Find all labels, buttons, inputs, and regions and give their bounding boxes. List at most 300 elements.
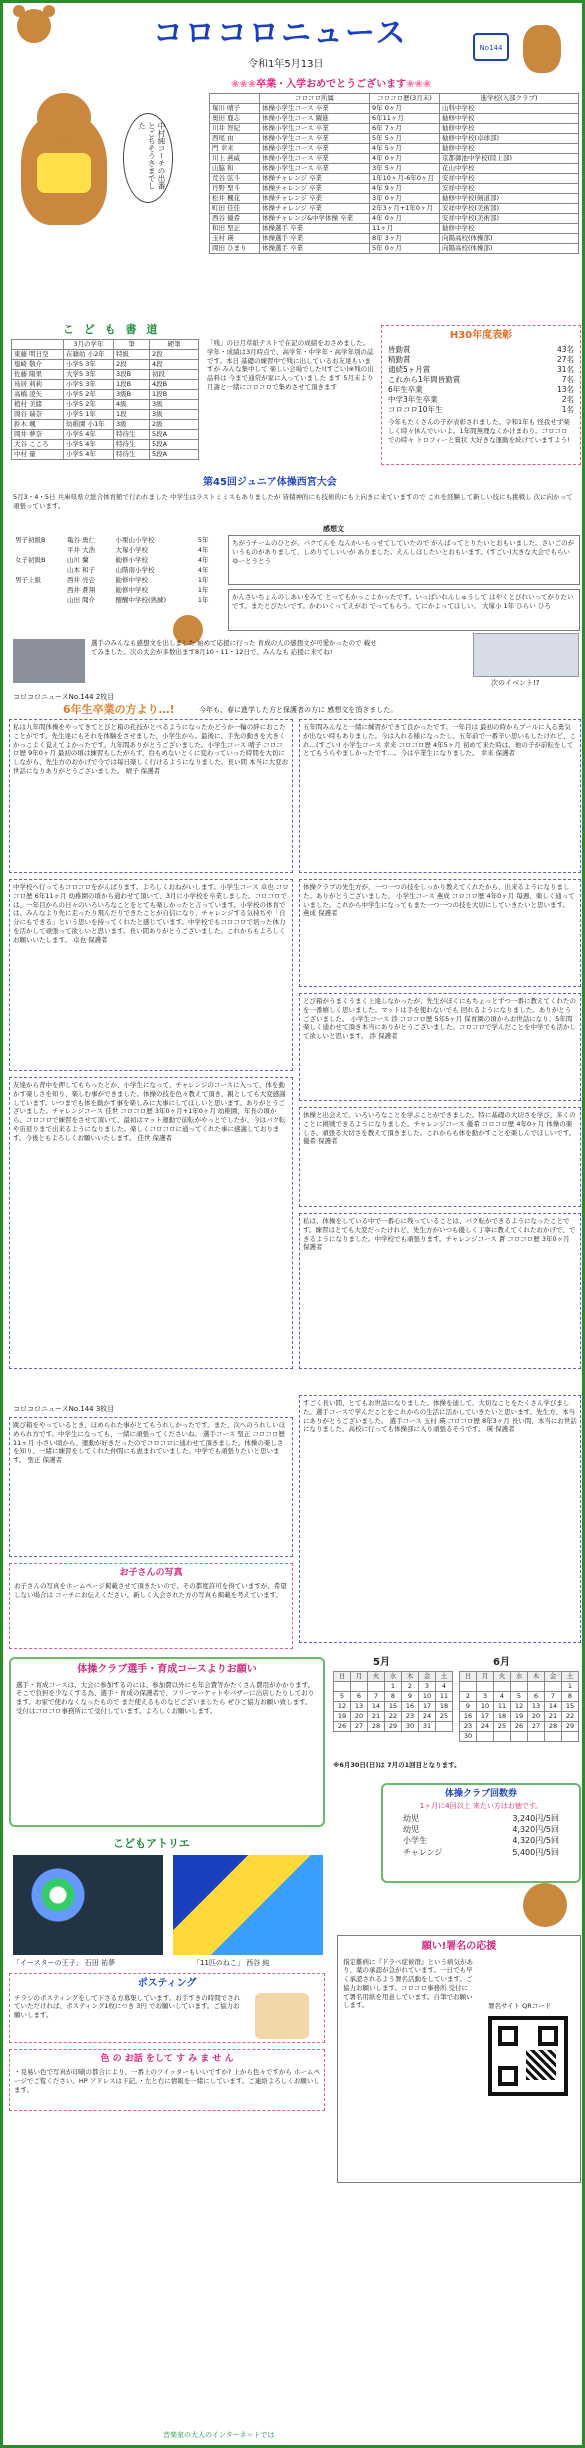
table-cell: 初段 (150, 370, 199, 380)
calendar-cell: 25 (436, 1712, 453, 1722)
coupon-price: 5,400円/5回 (512, 1847, 559, 1857)
calendar-cell: 16 (460, 1712, 477, 1722)
table-header (12, 340, 64, 350)
table-cell: 1段B (114, 380, 150, 390)
impression-box-1: ちがうチームのひとが、バクてんを なんかいもっせてしていたので がんばってとりたいとおもいました。さいごのがいうものがありまして、しめりてしいいが ありました。えんしほしたいとおもいます。(すごい)大きな大会でもらい ゆーとうとう (228, 535, 580, 585)
qr-caption: 署名サイト QRコード (488, 2002, 552, 2010)
table-cell: 西谷 優希 (210, 214, 260, 224)
award-label: 精勤賞 (388, 354, 411, 364)
calendar-header-row (334, 1672, 453, 1682)
calendar-cell: 7 (368, 1692, 385, 1702)
table-cell: 1年 (197, 585, 209, 594)
table-cell: 植村 美緒 (12, 400, 64, 410)
calendar-cell: 12 (334, 1702, 351, 1712)
table-cell: 9年 0ヶ月 (370, 104, 440, 114)
table-cell: 体操小学生コース 躍進 (260, 114, 370, 124)
table-cell: 岡田 ひまり (210, 244, 260, 254)
recruit-box (9, 1657, 325, 1827)
table-cell: 1段 (114, 410, 150, 420)
calendar-cell: 4 (494, 1692, 511, 1702)
coupon-list (387, 1813, 575, 1858)
calendar-cell: 26 (511, 1722, 528, 1732)
essays-title: 6年生卒業の方より…! (63, 703, 175, 716)
table-cell: 安祥中学校(美術部) (440, 204, 579, 214)
calendar-week (334, 1682, 453, 1692)
calendar-cell: 9 (460, 1702, 477, 1712)
calendar-cell: 30 (402, 1722, 419, 1732)
table-cell: 特待生 (114, 440, 150, 450)
table-header: 進学校(入部クラブ) (440, 94, 579, 104)
award-list (388, 345, 574, 416)
table-row (210, 204, 579, 214)
table-cell: 4年 (197, 565, 209, 574)
table-cell: 小栗山小学校 (115, 535, 155, 544)
table-cell: 体操チャレンジ&中学体操 卒業 (260, 214, 370, 224)
signature-box (337, 1935, 581, 2183)
calendar-cell (545, 1682, 562, 1692)
calendar-cell: 14 (545, 1702, 562, 1712)
calendar-cell: 9 (402, 1692, 419, 1702)
table-cell: 安祥中学校 (440, 184, 579, 194)
table-row (210, 234, 579, 244)
essay-box: 体操と出会えて、いろいろなことを学ぶことができました。特に基礎の大切さを学び、多くのことに挑戦できるようになりました。チャレンジコース 優希 コロコロ歴 4年0ヶ月 体操の楽しさ、頑張る大切さを教えて頂きました。これからも体を動かすことを楽しんでほしいです。 優希 保護者 (299, 1107, 581, 1207)
table-cell: 1年10ヶ月-6年0ヶ月 (370, 174, 440, 184)
table-cell: 体操チャレンジ 卒業 (260, 204, 370, 214)
calendar-cell: 23 (460, 1722, 477, 1732)
calendar-week (460, 1702, 579, 1712)
recruit-title: 体操クラブ選手・育成コースよりお願い (77, 1664, 257, 1675)
table-cell: 山脇 和 (210, 164, 260, 174)
calendar-cell (494, 1732, 511, 1742)
table-row (12, 450, 199, 460)
table-row (210, 104, 579, 114)
table-cell: 男子初級B (15, 535, 46, 544)
award-row (388, 395, 574, 405)
table-row (13, 535, 218, 545)
table-cell: 奥田 鹿志 (210, 114, 260, 124)
table-row (210, 244, 579, 254)
calendar-cell: 1 (562, 1682, 579, 1692)
table-row (210, 174, 579, 184)
calendar-cell (545, 1732, 562, 1742)
table-cell (13, 545, 65, 555)
calendar-day-header: 月 (351, 1672, 368, 1682)
sheet-header: コロコロニュースNo.144 3枚目 (13, 1405, 115, 1413)
calendar-cell: 20 (528, 1712, 545, 1722)
award-label: 6年生卒業 (388, 385, 423, 394)
calendar-cell: 24 (419, 1712, 436, 1722)
table-cell: 山階南小学校 (115, 565, 155, 574)
calendar-cell: 5 (511, 1692, 528, 1702)
essay-box: 五年間みんなと一緒に練習ができて良かったです。一年目は 最初の時からプールに入る勇気が出ない時もありました。今は入れる様になったし、五年前で一番辛い思いもしたけれど、これ…(すごい) 小学生コース 幸来 コロコロ歴 4年5ヶ月 初めて来た時は、他の子が前転をしてとてもうらやましかったです…。今は卒業生になりました。 幸来 保護者 (299, 719, 581, 873)
table-cell: 松井 楓花 (210, 194, 260, 204)
calendar-cell: 10 (419, 1692, 436, 1702)
table-header: コロコロ所属 (260, 94, 370, 104)
award-count: 13名 (556, 385, 574, 394)
award-label: コロコロ10年生 (388, 405, 443, 415)
calendar-cell (334, 1682, 351, 1692)
award-count: 43名 (556, 344, 574, 354)
event-photo (473, 633, 579, 677)
posting-text: チラシのポスティングをして下さる方募集しています。お手すきの時間でされていただければ、ポスティング1枚につき 3円 でお願いしています。ご協力お願いします。 (14, 1993, 241, 2020)
calendar-day-header: 金 (545, 1672, 562, 1682)
calendar-cell: 25 (494, 1722, 511, 1732)
table-row (12, 410, 199, 420)
table-cell: 町田 佳佳 (210, 204, 260, 214)
table-cell: 1年 (197, 595, 209, 604)
calendar-may (333, 1671, 453, 1732)
table-cell: 勧修中学校(剣道部) (440, 194, 579, 204)
table-cell: 勧修中学校 (440, 144, 579, 154)
essay-box: 友達から背中を押してもらったとか、小学生になって、チャレンジのコースに入って、体を動かす楽しさを知り、楽しむ事ができました。体操の技を色々教えて頂き、親としても大変感謝しています。いつまでも体を動かす事を楽しみに大事にしてほしいと思います。ありがとうございました。チャレンジコース 佳世 コロコロ歴 3年0ヶ月+1年0ヶ月 幼稚園、年長の頃から、コロコロで練習をさせて頂いて、最初はマット運動で前転がやっとでしたが、今はバク転や宙返りまで出来るようになりました。楽しくコロコロに通ってくれた事に感謝しております。今後ともよろしくお願いいたします。 佳世 保護者 (9, 1077, 293, 1369)
table-cell: 玉村 瑛 (210, 234, 260, 244)
table-cell: 小学5 2年 (64, 400, 114, 410)
sheet-header: コロコロニュースNo.144 2枚目 (13, 693, 115, 701)
table-row (13, 585, 218, 595)
coach-bear-head (37, 93, 91, 143)
footer-text: 音楽家の大人のインターネットでは (163, 2431, 275, 2439)
table-cell: 特待生 (114, 450, 150, 460)
calendar-cell: 13 (528, 1702, 545, 1712)
calendar-cell: 28 (545, 1722, 562, 1732)
table-cell: 小学5 2年 (64, 390, 114, 400)
table-cell: 安祥中学校 (440, 174, 579, 184)
table-cell: 岡井 夢奈 (12, 430, 64, 440)
table-cell: 荒谷 弦斗 (210, 174, 260, 184)
calendar-cell: 30 (460, 1732, 477, 1742)
junior-title: 第45回ジュニア体操西宮大会 (203, 477, 337, 488)
table-row (13, 595, 218, 605)
table-cell: 京都御池中学校(陸上部) (440, 154, 579, 164)
calendar-cell: 19 (334, 1712, 351, 1722)
table-cell: 山本 和子 (67, 565, 96, 574)
calligraphy-note: 「残」の日月草紙テストで在記の成績をおさめました。学年・成績は3月時点で、高学年・中学年・高学年別の誌です。本日 基礎の練習中で残に出しているお友達もいますが みんな集中して 楽しい会場でした!(すごい)※残の出品料は 今まで通常が家に入っていました ます 5月末より 月謝と一緒にコロコロで集めさせて頂きます (207, 339, 374, 391)
table-cell: 2段 (114, 360, 150, 370)
coupon-title: 体操クラブ回数券 (444, 1789, 517, 1799)
calendar-cell: 17 (477, 1712, 494, 1722)
table-row (210, 214, 579, 224)
speech-bubble-text: 中村純コーチの出番とごちそうさまでした (137, 122, 166, 190)
essay-box: 私は、体操をしている中で一番心に残っていることは、バク転ができるようになったことです。練習はとても大変だったけれど、先生方がいつも優しく丁寧に教えてくれたおかげで、できるようになりました。中学校でも頑張ります。チャレンジコース 蒼 コロコロ歴 3年0ヶ月 保護者 (299, 1213, 581, 1369)
table-cell: 山科中学校 (440, 104, 579, 114)
table-cell: 体操小学生コース 卒業 (260, 164, 370, 174)
calendar-cell: 21 (368, 1712, 385, 1722)
table-cell: 女子初級B (15, 555, 46, 564)
table-cell: 8年 3ヶ月 (370, 234, 440, 244)
calendar-cell: 15 (562, 1702, 579, 1712)
star-icon: ❀❀❀ (231, 79, 257, 90)
table-cell: 4年 (197, 555, 209, 564)
award-label: 中学3年生卒業 (388, 395, 438, 405)
table-cell: 3級B (114, 390, 150, 400)
calendar-cell: 28 (368, 1722, 385, 1732)
calendar-day-header: 水 (511, 1672, 528, 1682)
table-cell: 西井 亮壱 (67, 575, 96, 584)
calendar-cell: 31 (419, 1722, 436, 1732)
color-notice-title: 色 の お話 をして す み ま せ ん (100, 2054, 234, 2064)
posting-title: ポスティング (137, 1978, 197, 1989)
coupon-price: 4,320円/5回 (512, 1836, 559, 1846)
table-row (12, 350, 199, 360)
calendar-cell (528, 1682, 545, 1692)
table-cell: 体操チャレンジ 卒業 (260, 174, 370, 184)
coupon-box (381, 1783, 581, 1883)
color-notice-text: ・見易い色で写真が印刷の都合により、一番上のツイッターもいいですか? 上から色々ですから ホームページでご覧ください。HP アドレスは下記。・左と右に情報を一緒にしています。ご連絡よろしくお願いします。 (14, 2068, 320, 2094)
table-cell: 体操小学生コース 卒業 (260, 124, 370, 134)
essay-box: 体操クラブの先生方が、一つ一つの技をしっかり教えてくれたから、出来るようになりました。ありがとうございました。 小学生コース 燕成 コロコロ歴 4年0ヶ月 毎週、楽しく通っていました。これから中学生になってもまた一つ一つの技を大切にしていきたいと思います。 燕成 保護者 (299, 879, 581, 987)
photo-notice-title: お子さんの写真 (119, 1568, 183, 1578)
table-cell: 塚川 晴子 (210, 104, 260, 114)
table-header: 筆 (114, 340, 150, 350)
table-cell: 4年 0ヶ月 (370, 214, 440, 224)
table-row (12, 440, 199, 450)
essay-box: とび箱がうまくうまく上達しなかったが、先生がぼくにもちょっとずつ一番に教えてくれたのを一番嬉しく思いました。マットは手を使わないでも 回れるようになりました。ありがとうございました。 小学生コース 渉 コロコロ歴 5年5ヶ月 保育園の頃からお世話になり、5年間楽しく通わせて頂き本当にありがとうございました。コロコロで学んだことを中学でも活かして欲しいと思います。 渉 保護者 (299, 993, 581, 1101)
table-cell: 花山中学校 (440, 164, 579, 174)
calendar-cell: 18 (494, 1712, 511, 1722)
calendar-week (460, 1692, 579, 1702)
banner-text: 卒業・入学おめでとうございます (256, 79, 407, 90)
calendar-week (334, 1722, 453, 1732)
table-cell: 4段 (150, 360, 199, 370)
calendar-cell: 3 (477, 1692, 494, 1702)
table-cell (13, 595, 65, 605)
calendar-cell: 8 (562, 1692, 579, 1702)
calendar-cell: 13 (351, 1702, 368, 1712)
page-title: コロコロニュース (153, 16, 408, 51)
table-cell: 3級 (150, 410, 199, 420)
color-notice-box (9, 2049, 325, 2111)
issue-number: No144 (479, 44, 503, 52)
award-row (388, 345, 574, 355)
calendar-day-header: 木 (402, 1672, 419, 1682)
table-row (210, 184, 579, 194)
table-cell: 佐藤 陽果 (12, 370, 64, 380)
photo-notice-text: お子さんの写真をホームページ掲載させて頂きたいので、その都度許可を得ていますが、希望しない場合は コーチにお伝えください。新しく入会された方の写真も掲載を考えています。 (14, 1582, 287, 1600)
coupon-row (387, 1824, 575, 1835)
table-cell: 4年 0ヶ月 (370, 154, 440, 164)
table-cell: 5段A (150, 440, 199, 450)
artwork-1-caption: 「イースターの王子」 石田 祐夢 (13, 1959, 116, 1967)
table-cell: 6年11ヶ月 (370, 114, 440, 124)
table-row (210, 124, 579, 134)
calendar-cell: 29 (562, 1722, 579, 1732)
table-cell: 山川 蘭 (67, 555, 89, 564)
award-row (388, 405, 574, 415)
table-cell: 小学5 3年 (64, 360, 114, 370)
table-cell: 在籍幼 小2年 (64, 350, 114, 360)
calendar-cell: 1 (385, 1682, 402, 1692)
qr-code[interactable] (488, 2016, 568, 2096)
table-cell: 向陽高校(体操部) (440, 234, 579, 244)
table-cell: 3段B (114, 370, 150, 380)
table-cell: 11ヶ月 (370, 224, 440, 234)
table-cell: 4年 5ヶ月 (370, 144, 440, 154)
signature-title: 願い!署名の応援 (421, 1941, 497, 1952)
calendar-cell: 19 (511, 1712, 528, 1722)
table-cell: 大学5 3年 (64, 370, 114, 380)
essay-box: 跳び箱をやっているとき、ほめられた事がとてもうれしかったです。また、次へのうれしいほめられ方です。中学生になっても、一緒に頑張ってくださいね。 選手コース 聖正 コロコロ歴 11ヶ月 小さい頃から、運動が好きだったのでコロコロに通わせて頂きました。体操の楽しさを知り、一緒に練習をしてくれた仲間にも恵まれていました。中学でも頑張りたいと思います。 聖正 保護者 (9, 1417, 293, 1557)
award-label: これから1年間皆勤賞 (388, 374, 461, 384)
signature-text: 指定難病に『ドラベ症候群』という病気があり、薬の承認が急がれています。一日でも早く承認されるよう署名活動をしています。ご協力お願いします。コロコロ事務所 受付にて署名用紙を用意しています。自筆でお願いします。 (343, 1957, 473, 2010)
table-cell: 西井 蒼翔 (67, 585, 96, 594)
calendar-day-header: 水 (385, 1672, 402, 1682)
coupon-row (387, 1847, 575, 1858)
junior-results-table (13, 535, 218, 605)
table-row (12, 430, 199, 440)
table-cell: 1年 (197, 575, 209, 584)
bear-mascot-right (523, 25, 561, 73)
award-count: 7名 (561, 374, 574, 384)
essay-box: 私は九年間体操をやってきてとびと箱の孔技がとべるようになったかどうか一輪の絆におこたことがです。先生達にもそれを体験をさせました、小学生から。最後に、手先の動きを大きくかっこよく覚えてよかったです。九年間ありがとうございました。小学生コース 晴子 コロコロ歴 9年0ヶ月 最初の頃は練習もしたがらず、台もめないとくに変わっていった時間を大切にしながら、先生方のおかげで今では毎日楽しく行けるようになりました。長い間 本当に大変お世話になりありがとうございました。 晴子 保護者 (9, 719, 293, 873)
calendar-cell: 10 (477, 1702, 494, 1712)
table-cell: 3級 (150, 400, 199, 410)
award-title: H30年度表彰 (449, 330, 513, 341)
table-cell: 山田 聞介 (67, 595, 96, 604)
table-cell: 鈴木 颯 (12, 420, 64, 430)
coupon-label: チャレンジ (403, 1847, 443, 1857)
award-count: 31名 (556, 364, 574, 374)
calendar-cell: 7 (545, 1692, 562, 1702)
calendar-cell: 20 (351, 1712, 368, 1722)
calendar-month-may: 5月 (373, 1657, 390, 1668)
table-cell: 5年 5ヶ月 (370, 134, 440, 144)
table-cell: 4段B (150, 380, 199, 390)
table-cell (13, 565, 65, 575)
table-row (210, 224, 579, 234)
table-row (13, 565, 218, 575)
table-cell: 塩崎 敬介 (12, 360, 64, 370)
table-cell: 大谷 こころ (12, 440, 64, 450)
table-row (210, 144, 579, 154)
table-cell: 勧修小学校 (115, 555, 148, 564)
calendar-cell (494, 1682, 511, 1692)
table-cell: 5段A (150, 430, 199, 440)
calendar-cell: 26 (334, 1722, 351, 1732)
calendar-cell: 8 (385, 1692, 402, 1702)
calendar-cell: 29 (385, 1722, 402, 1732)
table-cell: 体操選手 卒業 (260, 234, 370, 244)
table-cell: 和田 聖正 (210, 224, 260, 234)
table-cell: 平井 大浩 (67, 545, 96, 554)
impressions-heading: 感想文 (323, 525, 344, 533)
award-count: 1名 (561, 405, 574, 415)
table-cell: 勧修中学校 (440, 114, 579, 124)
table-cell: 安祥中学校(美術部) (440, 214, 579, 224)
graduation-table (209, 93, 579, 254)
award-row (388, 385, 574, 395)
table-row (12, 360, 199, 370)
table-row (12, 390, 199, 400)
calligraphy-table (11, 339, 199, 460)
calendar-cell: 6 (351, 1692, 368, 1702)
calendar-cell (351, 1682, 368, 1692)
event-photo-caption: 次のイベント!? (491, 679, 540, 687)
photo-notice-box (9, 1563, 293, 1649)
calendar-cell: 2 (460, 1692, 477, 1702)
table-cell: 2段 (150, 350, 199, 360)
table-cell: 3年 0ヶ月 (370, 194, 440, 204)
issue-number-badge (473, 33, 509, 61)
table-header: 3月の学年 (64, 340, 114, 350)
calendar-cell: 6 (528, 1692, 545, 1702)
essays-subtitle: 今年も、春に進学した方と保護者の方に 感想文を頂きました。 (199, 706, 398, 714)
table-cell: 幼稚園 小1年 (64, 420, 114, 430)
calendar-day-header: 火 (494, 1672, 511, 1682)
table-cell: 体操小学生コース 卒業 (260, 104, 370, 114)
calligraphy-title: こ ど も 書 道 (63, 323, 161, 336)
calendar-cell: 14 (368, 1702, 385, 1712)
table-cell: 岡谷 瑞奈 (12, 410, 64, 420)
issue-date: 令和1年5月13日 (248, 59, 324, 70)
table-cell: 2級 (150, 420, 199, 430)
essay-box: 中学校へ行ってもコロコロをがんばります。よろしくおねがいします。小学生コース 卓也 コロコロ歴 6年11ヶ月 幼稚園の頃から通わせて頂いて、3月に小学校を卒業しました。コロコロでは、一年目からの日々のいろいろなことをとても楽しかったと言っています。小学校の体育では、みんなより先に走ったり飛んだりできたことが自信になり、チャレンジする気持ちや「自分にもできる」という思いを持ってくれたと感じています。中学校でもコロコロで培った体力を活かして頑張って欲しいと思います。長い間ありがとうございました。これからもよろしくお願いいたします。 卓也 保護者 (9, 879, 293, 1071)
table-cell: 勧修中学校(卓球部) (440, 134, 579, 144)
table-cell: 5年 (197, 535, 209, 544)
table-cell: 6年 7ヶ月 (370, 124, 440, 134)
coupon-row (387, 1813, 575, 1824)
table-cell: 小学5 1年 (64, 410, 114, 420)
calendar-cell: 4 (436, 1682, 453, 1692)
coupon-label: 幼児 (403, 1825, 419, 1835)
atelier-title: こどもアトリエ (113, 1837, 190, 1850)
award-note: 今年もたくさんの子が表彰されました。令和1年も 怪我せず楽しく時々休んでいいよ。1年間無理なくかけまわり。コロコロでの時々 トロフィーと賞状 大好きな運動を続けていますよう! (388, 418, 570, 444)
table-header: コロコロ歴(3月末) (370, 94, 440, 104)
calendar-week (460, 1732, 579, 1742)
coupon-label: 小学生 (403, 1836, 427, 1846)
table-cell: 勧修中学校 (440, 124, 579, 134)
table-cell: 3年 5ヶ月 (370, 164, 440, 174)
table-row (12, 400, 199, 410)
award-box (381, 325, 581, 465)
table-cell: 体操小学生コース 卒業 (260, 134, 370, 144)
table-row (210, 194, 579, 204)
calendar-cell: 2 (402, 1682, 419, 1692)
table-header: 硬筆 (150, 340, 199, 350)
calendar-cell: 18 (436, 1702, 453, 1712)
coupon-price: 4,320円/5回 (512, 1825, 559, 1835)
artwork-1 (13, 1855, 163, 1955)
calendar-day-header: 土 (562, 1672, 579, 1682)
table-row (210, 134, 579, 144)
calendar-header-row (460, 1672, 579, 1682)
table-cell: 特待生 (114, 430, 150, 440)
calendar-cell: 5 (334, 1692, 351, 1702)
calendar-cell (460, 1682, 477, 1692)
calendar-cell: 23 (402, 1712, 419, 1722)
coupon-row (387, 1835, 575, 1846)
tournament-photo (13, 639, 85, 683)
table-row (210, 114, 579, 124)
calendar-day-header: 木 (528, 1672, 545, 1682)
calendar-day-header: 金 (419, 1672, 436, 1682)
table-cell: 体操小学生コース 卒業 (260, 144, 370, 154)
table-cell: 大塚小学校 (115, 545, 148, 554)
table-cell: 川上 燕威 (210, 154, 260, 164)
calendar-cell: 22 (385, 1712, 402, 1722)
calendar-cell (477, 1682, 494, 1692)
table-row (12, 370, 199, 380)
table-cell: 5段A (150, 450, 199, 460)
calendar-cell (511, 1682, 528, 1692)
table-row (210, 164, 579, 174)
calendar-jun (459, 1671, 579, 1742)
calendar-note: ※6月30日(日)は 7月の1回目となります。 (333, 1761, 461, 1769)
table-cell: 東藤 明日空 (12, 350, 64, 360)
calendar-cell: 24 (477, 1722, 494, 1732)
table-cell: 体操チャレンジ 卒業 (260, 184, 370, 194)
calendar-cell (511, 1732, 528, 1742)
artwork-2-caption: 「11匹のねこ」 西谷 純 (193, 1959, 270, 1967)
